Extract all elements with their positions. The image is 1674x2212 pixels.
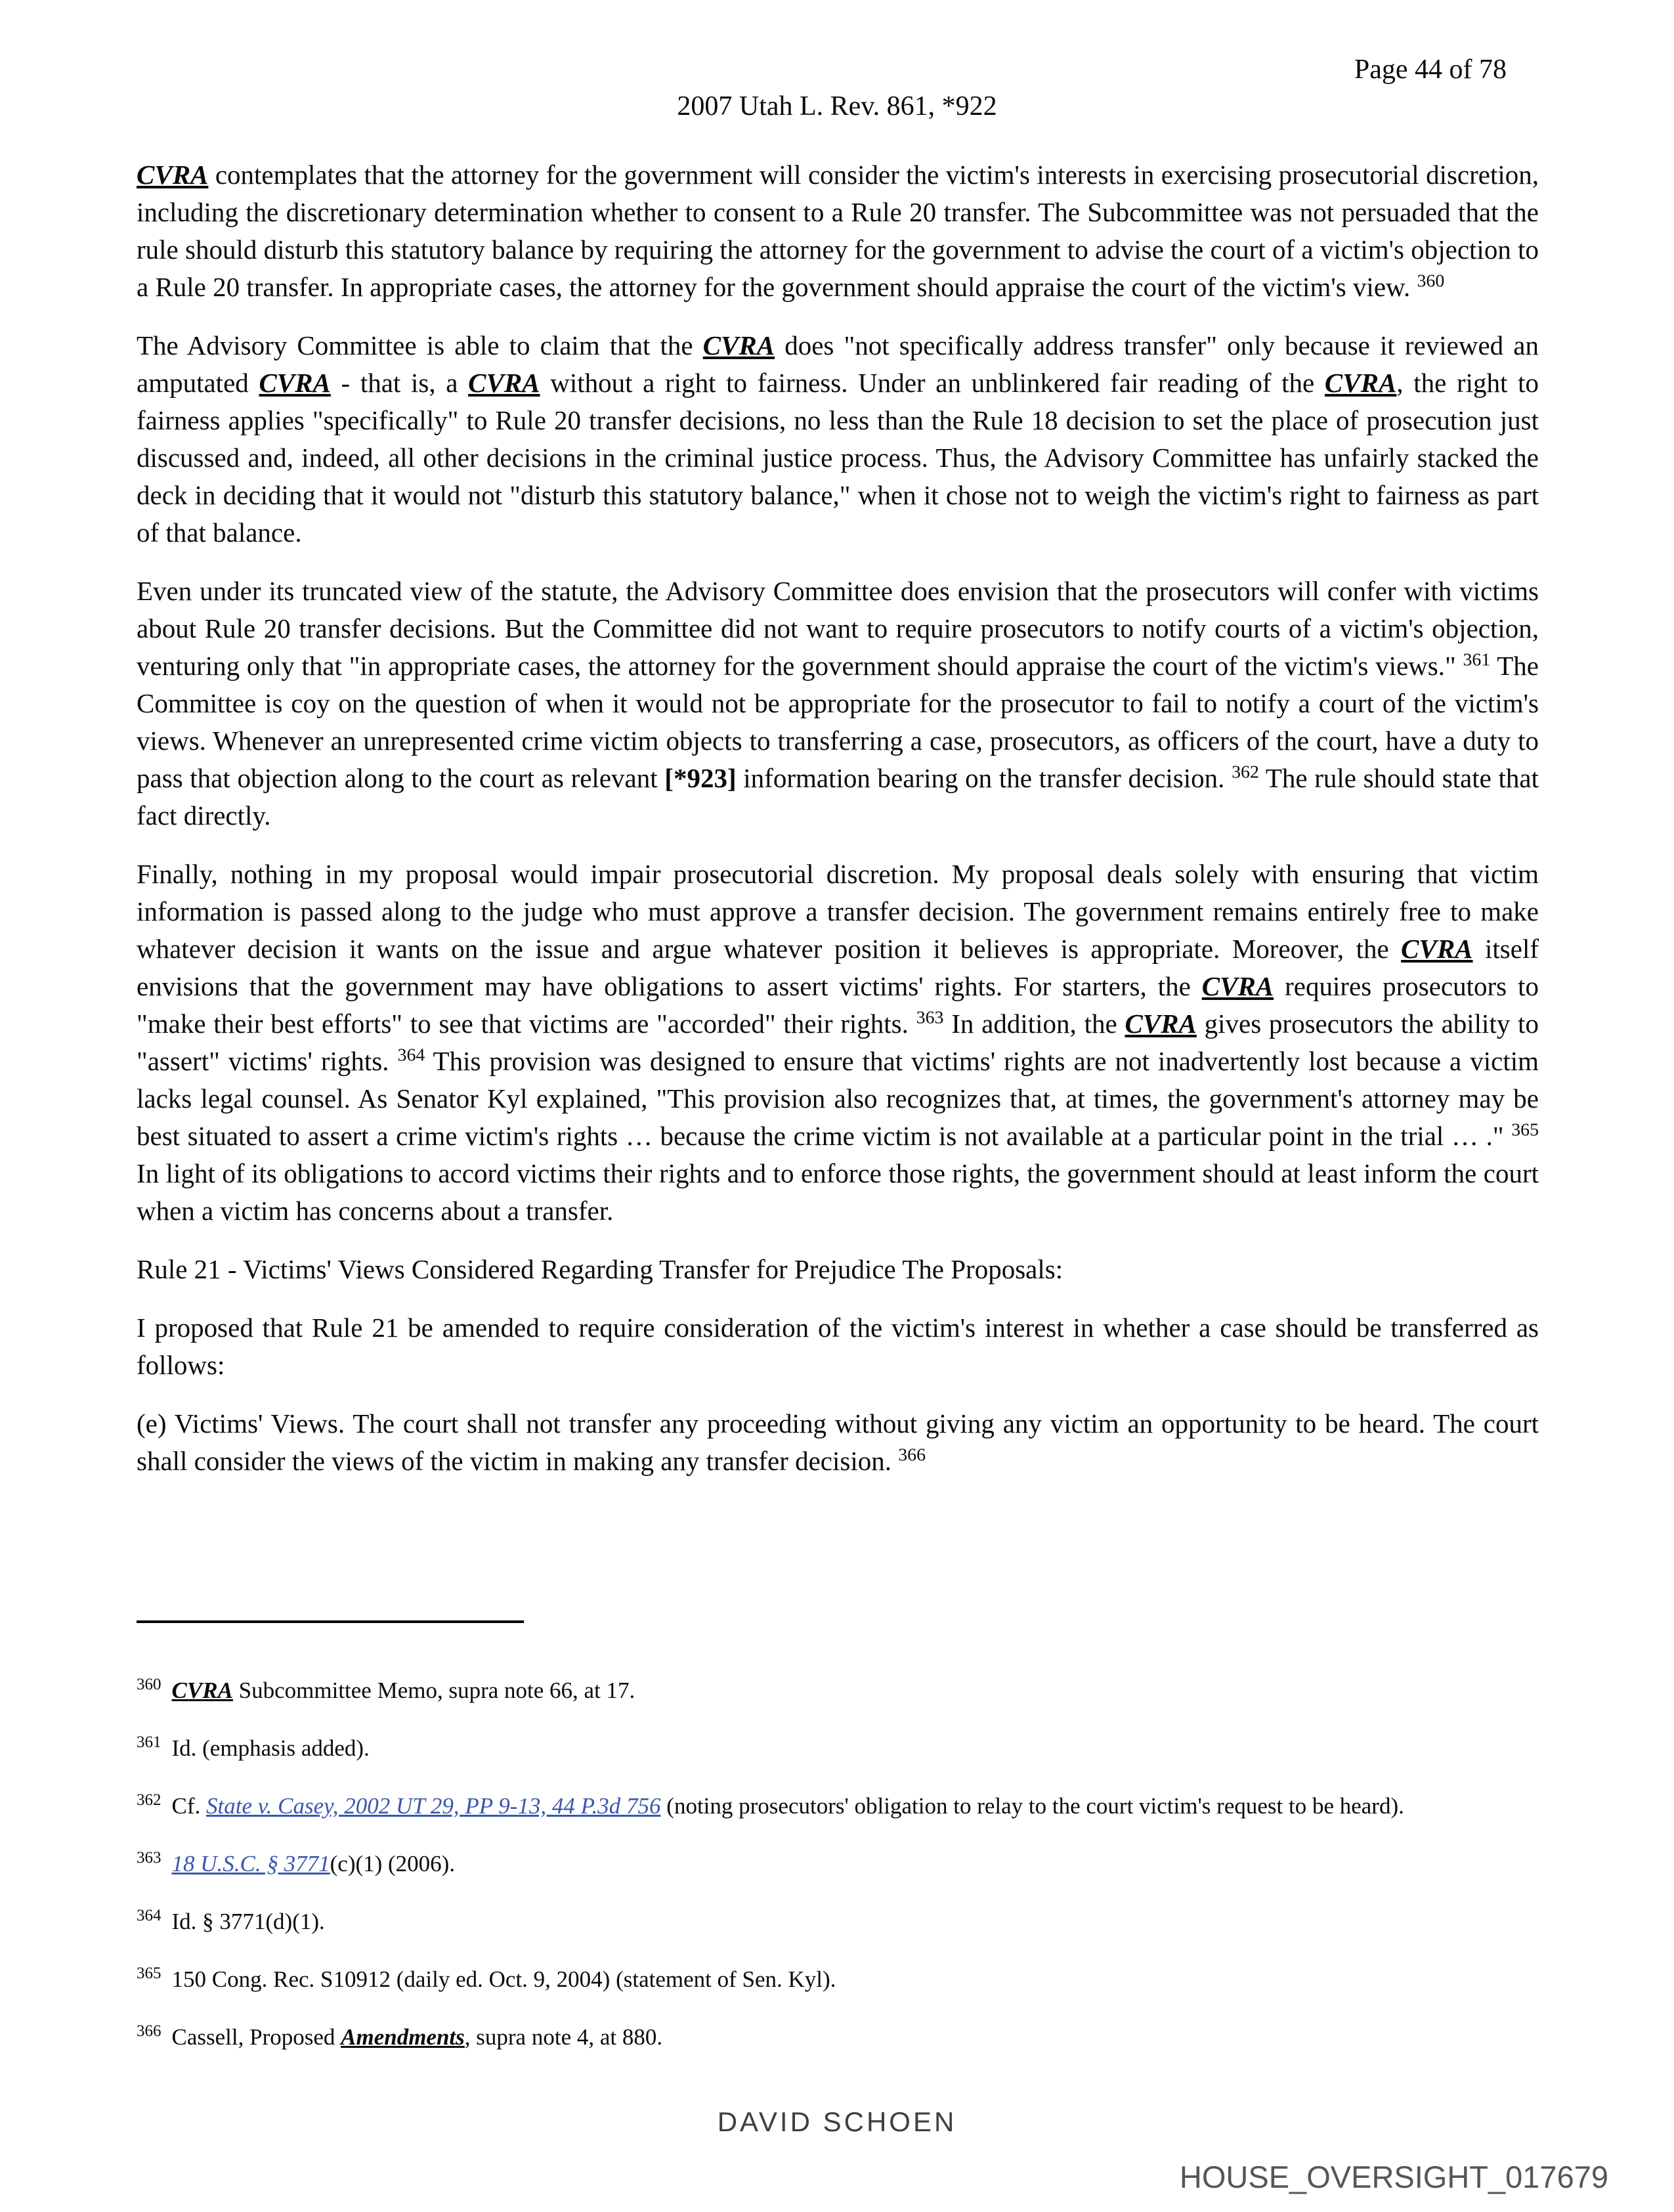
footnote-number: 366	[137, 2022, 161, 2041]
text-run: The Committee is coy on the question of when it would not be appropriate for the prosecutor to fail to notify a court of the victim's views. Whenever an unrepresented crime victim objects to transferring a case, prosecutors, as officers of the court, have a duty to pass that objection along to the court as relevant	[137, 651, 1539, 793]
footnote	[137, 1849, 1555, 1879]
footnote-text	[172, 2024, 663, 2050]
text-run: Finally, nothing in my proposal would impair prosecutorial discretion. My proposal deals solely with ensuring that victim information is passed along to the judge who must approve a transfer decision. The government remains entirely free to make whatever decision it wants on the issue and argue whatever position it believes is appropriate. Moreover, the	[137, 859, 1539, 964]
text-run: without a right to fairness. Under an unblinkered fair reading of the	[540, 368, 1325, 398]
text-run: Id. § 3771(d)(1).	[171, 1909, 325, 1934]
footnote	[137, 1907, 1555, 1937]
footnote-number: 362	[137, 1791, 161, 1810]
footnote	[137, 1733, 1555, 1764]
emphasized-term: CVRA	[702, 330, 775, 360]
footnote-text	[172, 1966, 836, 1992]
text-run: 150 Cong. Rec. S10912 (daily ed. Oct. 9, 2004) (statement of Sen. Kyl).	[171, 1966, 836, 1992]
text-run: (e) Victims' Views. The court shall not transfer any proceeding without giving any victim an opportunity to be heard. The court shall consider the views of the victim in making any transfer decision.	[137, 1408, 1539, 1476]
text-run: Id. (emphasis added).	[171, 1735, 370, 1761]
text-run: Cf.	[171, 1793, 206, 1819]
body-paragraph	[137, 327, 1539, 552]
text-run: gives prosecutors the ability to "assert" victims' rights.	[137, 1008, 1539, 1076]
footnote-number: 361	[137, 1733, 161, 1752]
footnotes-section	[137, 1676, 1555, 2080]
text-run: I proposed that Rule 21 be amended to require consideration of the victim's interest in whether a case should be transferred as follows:	[137, 1312, 1539, 1380]
text-run: - that is, a	[330, 368, 469, 398]
body-paragraph	[137, 1309, 1539, 1384]
footnote	[137, 1676, 1555, 1706]
footnote-text	[172, 1851, 456, 1876]
footnote-number: 365	[137, 1964, 161, 1983]
emphasized-term: CVRA	[1125, 1008, 1197, 1039]
body-paragraph	[137, 573, 1539, 835]
emphasized-term: CVRA	[1201, 971, 1274, 1001]
footnote	[137, 1791, 1555, 1821]
body-paragraph	[137, 856, 1539, 1230]
text-run: The Advisory Committee is able to claim that the	[137, 330, 703, 360]
footnote	[137, 2022, 1555, 2052]
emphasized-term: CVRA	[1401, 934, 1473, 964]
footnote-reference: 365	[1511, 1119, 1539, 1140]
emphasized-term: CVRA	[171, 1678, 233, 1703]
citation-header: 2007 Utah L. Rev. 861, *922	[677, 91, 997, 121]
footnote-text	[172, 1678, 635, 1703]
footnote-number: 364	[137, 1907, 161, 1925]
document-body	[137, 156, 1539, 1501]
footnote-number: 360	[137, 1676, 161, 1694]
footnote-text	[172, 1909, 325, 1934]
text-run: The rule should state that fact directly.	[137, 763, 1539, 831]
text-run: In addition, the	[943, 1008, 1125, 1039]
citation-link[interactable]: State v. Casey, 2002 UT 29, PP 9-13, 44 P.3d 756	[206, 1793, 661, 1819]
footnote	[137, 1964, 1555, 1995]
text-run: Subcommittee Memo, supra note 66, at 17.	[232, 1678, 635, 1703]
emphasized-term: CVRA	[259, 368, 331, 398]
text-run: itself envisions that the government may have obligations to assert victims' rights. For starters, the	[137, 934, 1539, 1001]
text-run: information bearing on the transfer decision.	[736, 763, 1232, 793]
emphasized-term: Amendments	[341, 2024, 465, 2050]
footnote-reference: 363	[916, 1007, 944, 1028]
text-run: Rule 21 - Victims' Views Considered Regarding Transfer for Prejudice The Proposals:	[137, 1254, 1063, 1284]
footnote-separator	[137, 1620, 524, 1623]
footnote-reference: 366	[898, 1444, 926, 1465]
text-run: Even under its truncated view of the statute, the Advisory Committee does envision that the prosecutors will confer with victims about Rule 20 transfer decisions. But the Committee did not want to require prosecutors to notify courts of a victim's objection, venturing only that "in appropriate cases, the attorney for the government should appraise the court of the victim's views."	[137, 576, 1539, 681]
text-run: contemplates that the attorney for the government will consider the victim's interests in exercising prosecutorial discretion, including the discretionary determination whether to consent to a Rule 20 transfer. The Subcommittee was not persuaded that the rule should disturb this statutory balance by requiring the attorney for the government to advise the court of a victim's objection to a Rule 20 transfer. In appropriate cases, the attorney for the government should appraise the court of the victim's view.	[137, 160, 1539, 302]
citation-link[interactable]: 18 U.S.C. § 3771	[171, 1851, 330, 1876]
text-run: , supra note 4, at 880.	[464, 2024, 663, 2050]
footnote-text	[172, 1793, 1404, 1819]
emphasized-term: CVRA	[468, 368, 540, 398]
footer-name: DAVID SCHOEN	[717, 2106, 957, 2137]
text-run: In light of its obligations to accord victims their rights and to enforce those rights, the government should at least inform the court when a victim has concerns about a transfer.	[137, 1158, 1539, 1226]
bates-number: HOUSE_OVERSIGHT_017679	[1179, 2159, 1608, 2194]
text-run: does "not specifically address transfer" only because it reviewed an amputated	[137, 330, 1539, 398]
body-paragraph	[137, 1405, 1539, 1480]
emphasized-term: CVRA	[1324, 368, 1397, 398]
footnote-reference: 361	[1463, 649, 1491, 670]
text-run: Cassell, Proposed	[171, 2024, 341, 2050]
text-run: , the right to fairness applies "specifically" to Rule 20 transfer decisions, no less than the Rule 18 decision to set the place of prosecution just discussed and, indeed, all other decisions in the criminal justice process. Thus, the Advisory Committee has unfairly stacked the deck in deciding that it would not "disturb this statutory balance," when it chose not to weigh the victim's right to fairness as part of that balance.	[137, 368, 1539, 548]
footnote-reference: 362	[1232, 762, 1259, 783]
body-paragraph	[137, 1251, 1539, 1288]
footnote-reference: 360	[1417, 271, 1445, 292]
footnote-text	[172, 1735, 370, 1761]
text-run: This provision was designed to ensure that victims' rights are not inadvertently lost because a victim lacks legal counsel. As Senator Kyl explained, "This provision also recognizes that, at times, the government's attorney may be best situated to assert a crime victim's rights … because the crime victim is not available at a particular point in the trial … ."	[137, 1046, 1539, 1151]
footnote-number: 363	[137, 1849, 161, 1867]
page-marker: [*923]	[664, 763, 737, 793]
text-run: (noting prosecutors' obligation to relay to the court victim's request to be heard).	[660, 1793, 1404, 1819]
footnote-reference: 364	[397, 1045, 425, 1066]
text-run: requires prosecutors to "make their best efforts" to see that victims are "accorded" their rights.	[137, 971, 1539, 1039]
text-run: (c)(1) (2006).	[330, 1851, 456, 1876]
body-paragraph	[137, 156, 1539, 306]
emphasized-term: CVRA	[137, 160, 209, 190]
page-indicator: Page 44 of 78	[1354, 54, 1507, 85]
